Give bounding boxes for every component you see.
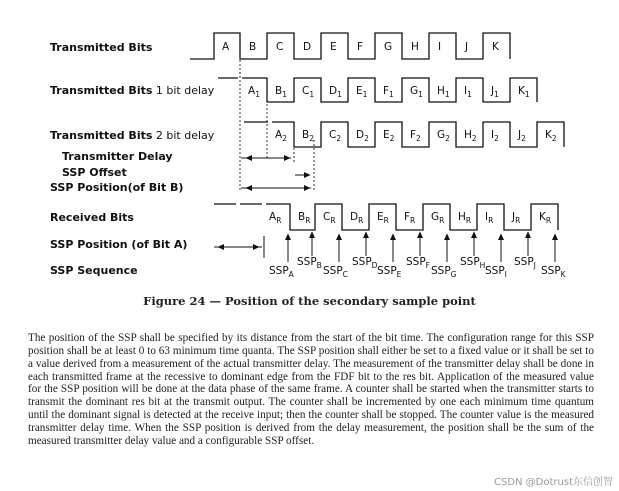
bit-delay1-j: $J_1$ bbox=[491, 85, 499, 99]
bit-delay1-d: $D_1$ bbox=[329, 85, 342, 99]
label-ssp-position-bit-b: SSP Position(of Bit B) bbox=[50, 181, 184, 194]
bit-tx-d: D bbox=[303, 41, 312, 53]
bit-delay2-b: $B_2$ bbox=[302, 129, 314, 143]
figure-caption: Figure 24 — Position of the secondary sample point bbox=[143, 294, 476, 308]
ssp-b: $SSP_B$ bbox=[297, 256, 322, 270]
watermark: CSDN @Dotrust东信创智 bbox=[493, 477, 613, 488]
bit-tx-a: A bbox=[222, 41, 230, 53]
bit-rx-b: $B_R$ bbox=[298, 211, 311, 225]
label-transmitted-bits-2-delay: Transmitted Bits 2 bit delay bbox=[50, 129, 215, 142]
bit-delay1-b: $B_1$ bbox=[275, 85, 287, 99]
bit-rx-d: $D_R$ bbox=[350, 211, 364, 225]
waveform-1-bit-delay bbox=[218, 78, 537, 102]
bit-rx-f: $F_R$ bbox=[404, 211, 416, 225]
ssp-h: $SSP_H$ bbox=[460, 256, 486, 270]
bit-tx-k: K bbox=[492, 41, 499, 53]
ssp-g: $SSP_G$ bbox=[431, 265, 457, 279]
ssp-a: $SSP_A$ bbox=[269, 265, 294, 279]
bit-tx-g: G bbox=[384, 41, 393, 53]
bit-delay1-h: $H_1$ bbox=[437, 85, 450, 99]
bit-delay2-d: $D_2$ bbox=[356, 129, 369, 143]
ssp-k: $SSP_K$ bbox=[541, 265, 566, 279]
ssp-j: $SSP_J$ bbox=[514, 256, 536, 270]
bit-delay1-g: $G_1$ bbox=[410, 85, 423, 99]
bit-rx-a: $A_R$ bbox=[269, 211, 282, 225]
label-transmitted-bits: Transmitted Bits bbox=[50, 41, 153, 54]
bit-tx-e: E bbox=[330, 41, 337, 53]
bit-rx-g: $G_R$ bbox=[431, 211, 445, 225]
bit-delay2-c: $C_2$ bbox=[329, 129, 342, 143]
bit-delay2-j: $J_2$ bbox=[518, 129, 526, 143]
waveform-2-bit-delay bbox=[244, 122, 564, 147]
label-received-bits: Received Bits bbox=[50, 211, 134, 224]
timing-arrows bbox=[214, 158, 311, 258]
bit-tx-b: B bbox=[249, 41, 257, 53]
bit-rx-c: $C_R$ bbox=[323, 211, 336, 225]
bit-rx-k: $K_R$ bbox=[539, 211, 552, 225]
ssp-e: $SSP_E$ bbox=[377, 265, 402, 279]
bit-delay2-k: $K_2$ bbox=[545, 129, 557, 143]
bit-delay1-i: $I_1$ bbox=[464, 85, 472, 99]
bit-delay2-g: $G_2$ bbox=[437, 129, 450, 143]
bit-labels bbox=[222, 41, 567, 279]
bit-delay1-f: $F_1$ bbox=[383, 85, 394, 99]
bit-delay2-a: $A_2$ bbox=[275, 129, 287, 143]
bit-rx-i: $I_R$ bbox=[485, 211, 494, 225]
bit-delay1-a: $A_1$ bbox=[248, 85, 260, 99]
bit-tx-c: C bbox=[276, 41, 284, 53]
bit-delay2-h: $H_2$ bbox=[464, 129, 477, 143]
bit-delay1-k: $K_1$ bbox=[518, 85, 530, 99]
ssp-d: $SSP_D$ bbox=[352, 256, 378, 270]
bit-rx-j: $J_R$ bbox=[512, 211, 521, 225]
bit-delay2-f: $F_2$ bbox=[410, 129, 421, 143]
bit-delay1-c: $C_1$ bbox=[302, 85, 315, 99]
label-transmitted-bits-1-delay: Transmitted Bits 1 bit delay bbox=[50, 84, 215, 97]
bit-tx-j: J bbox=[465, 41, 469, 53]
bit-delay2-i: $I_2$ bbox=[491, 129, 499, 143]
label-ssp-offset: SSP Offset bbox=[62, 166, 127, 179]
bit-rx-e: $E_R$ bbox=[377, 211, 389, 225]
ssp-c: $SSP_C$ bbox=[323, 265, 348, 279]
bit-tx-h: H bbox=[411, 41, 419, 53]
ssp-f: $SSP_F$ bbox=[406, 256, 430, 270]
body-paragraph: The position of the SSP shall be specified by its distance from the start of the bit time. The configuration range for this SSP position shall be at least 0 to 63 minimum time quanta. The SSP position shall either be set to a fixed value or it shall be set to a value derived from a measurement of the actual transmitter delay. The measurement of the transmitter delay shall be done in each transmitted frame at the recessive to dominant edge from the FDF bit to the res bit. Application of the measured value for the SSP position will be done at the data phase of the same frame. A counter shall be started when the transmitter starts to transmit the dominant res bit at the transmit output. The counter shall be incremented by one each minimum time quantum until the dominant signal is detected at the receive input; then the counter shall be stopped. The counter value is the measured transmitter delay time. When the SSP position is derived from the delay measurement, the position shall be the sum of the measured transmitter delay value and a configurable SSP offset. bbox=[28, 332, 594, 447]
bit-delay2-e: $E_2$ bbox=[383, 129, 395, 143]
bit-delay1-e: $E_1$ bbox=[356, 85, 368, 99]
label-ssp-position-bit-a: SSP Position (of Bit A) bbox=[50, 238, 188, 251]
waveform-transmitted bbox=[190, 33, 510, 59]
ssp-i: $SSP_I$ bbox=[485, 265, 507, 279]
bit-tx-f: F bbox=[357, 41, 364, 53]
bit-rx-h: $H_R$ bbox=[458, 211, 472, 225]
label-transmitter-delay: Transmitter Delay bbox=[62, 150, 173, 163]
reference-lines bbox=[240, 60, 314, 192]
label-ssp-sequence: SSP Sequence bbox=[50, 264, 138, 277]
bit-tx-i: I bbox=[438, 41, 442, 53]
